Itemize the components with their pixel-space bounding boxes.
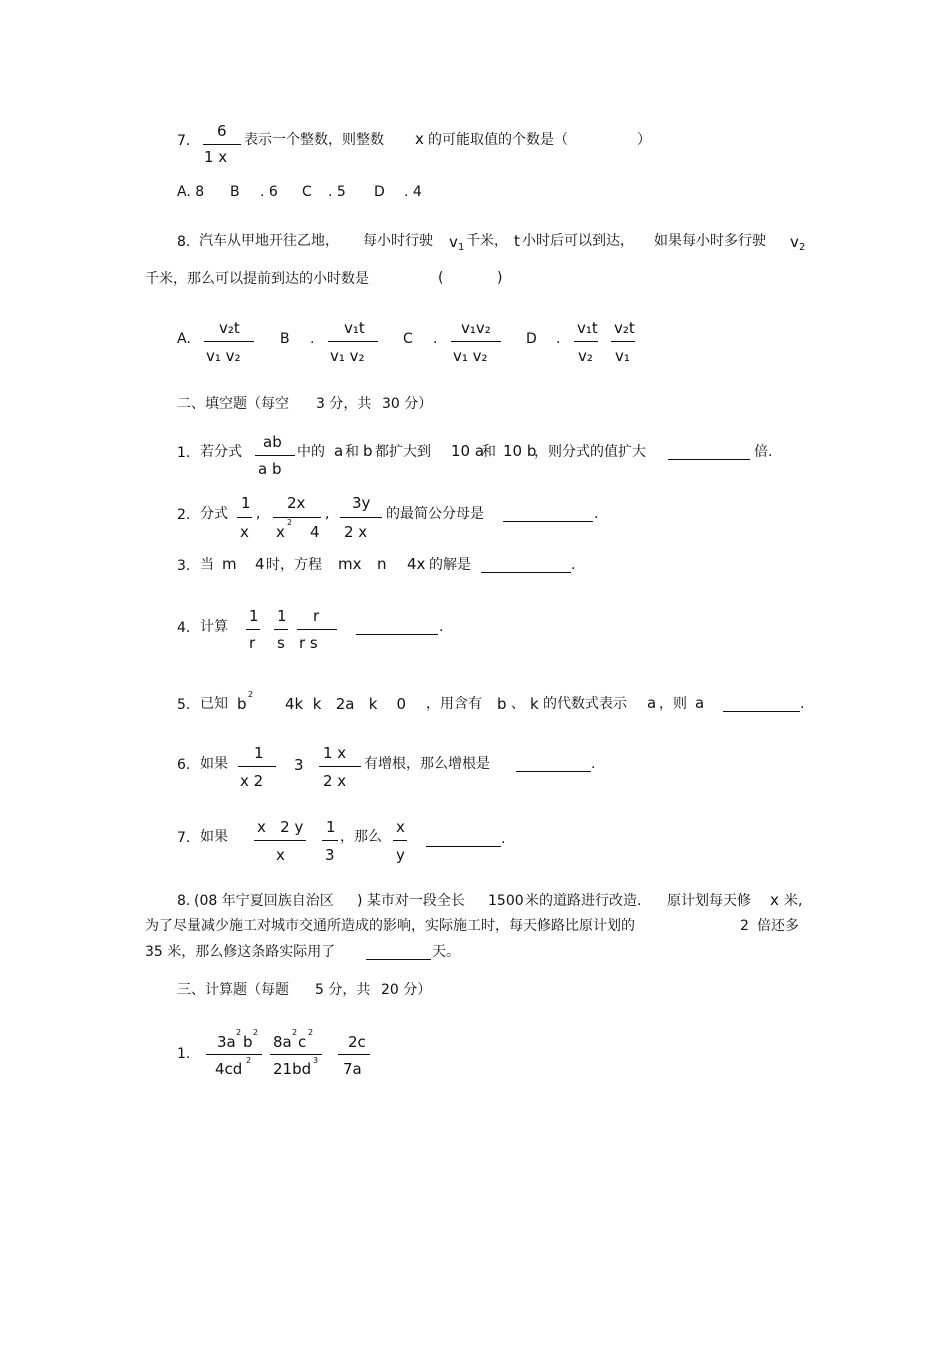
superscript: 2 [287, 518, 293, 527]
fraction-bar [274, 629, 288, 630]
question-text: 计算 [200, 619, 228, 635]
fraction-numerator: v₂t [614, 319, 635, 337]
fraction-denominator: x [276, 523, 285, 541]
question-number: 8. [177, 234, 191, 250]
question-text: 和 [482, 444, 496, 460]
answer-blank[interactable] [356, 634, 438, 635]
paren-close: ) [497, 270, 503, 286]
fraction-bar [611, 341, 635, 342]
fraction-bar [322, 840, 338, 841]
fraction-numerator: 1 x [323, 744, 347, 762]
fraction-bar [319, 766, 361, 767]
option-b-dot: . [310, 331, 315, 347]
question-text: ，则 [659, 696, 687, 712]
question-text: ，则分式的值扩大 [534, 444, 646, 460]
fraction-denominator: 4cd [215, 1060, 243, 1078]
fraction-denominator: 3 [325, 846, 335, 864]
option-a-label: A. [177, 331, 191, 347]
option-d-label: D [374, 184, 385, 200]
fraction-bar [254, 840, 306, 841]
question-number: 1. [177, 445, 191, 461]
fraction-denominator: x [276, 846, 285, 864]
question-text: 千米， [466, 233, 508, 249]
fraction-denominator: v₂ [578, 347, 593, 365]
question-text: 原计划每天修 [667, 893, 751, 909]
variable: a [695, 694, 705, 712]
superscript: 2 [253, 1028, 259, 1037]
question-text: 如果 [200, 756, 228, 772]
question-text: 35 米，那么修这条路实际用了 [145, 944, 336, 960]
fraction-numerator: 1 [277, 607, 287, 625]
fraction-bar [451, 341, 501, 342]
question-number: 8. [177, 893, 191, 909]
variable: b [497, 695, 507, 713]
question-number: 3. [177, 558, 191, 574]
fraction-denominator: 4 [310, 523, 320, 541]
fraction-bar [270, 1054, 322, 1055]
fraction-numerator: v₁v₂ [461, 319, 491, 337]
subscript: 2 [799, 242, 806, 253]
paren-open: ( [438, 270, 444, 286]
separator: 、 [511, 696, 525, 712]
fraction-bar [574, 341, 598, 342]
answer-blank[interactable] [503, 521, 593, 522]
option-b-value: . 6 [260, 184, 278, 200]
number: 2 [740, 918, 749, 934]
fraction-denominator: r [249, 634, 256, 652]
question-text: 的最简公分母是 [386, 506, 484, 522]
section-total: 30 分） [382, 396, 433, 412]
question-number: 6. [177, 757, 191, 773]
question-end: . [591, 756, 596, 772]
fraction-bar [237, 517, 252, 518]
fraction-bar [246, 629, 260, 630]
fraction-bar [340, 517, 382, 518]
fraction-denominator: v₁ [615, 347, 630, 365]
question-text: 小时后可以到达， [522, 233, 634, 249]
number: 3 [294, 756, 304, 774]
fraction-numerator: 1 [241, 494, 251, 512]
fraction-denominator: y [396, 846, 405, 864]
option-b-label: B [280, 331, 290, 347]
variable-t: t [514, 232, 520, 250]
question-end: . [439, 619, 444, 635]
section-title: 三、计算题（每题 [177, 982, 289, 998]
fraction-numerator: 1 [326, 818, 336, 836]
fraction-numerator: x [396, 818, 405, 836]
answer-blank[interactable] [723, 711, 800, 712]
question-text: 汽车从甲地开往乙地， [199, 233, 339, 249]
fraction-bar [393, 840, 407, 841]
question-number: 7. [177, 830, 191, 846]
variable: x [770, 891, 779, 909]
variable: b [363, 442, 373, 460]
expression: 10 a [451, 442, 485, 460]
variable-v: v [449, 233, 458, 251]
fraction-bar [255, 455, 295, 456]
expression: 10 b [503, 442, 537, 460]
fraction-numerator: c [298, 1033, 307, 1051]
fraction-denominator: 2 x [323, 772, 347, 790]
question-text: 的可能取值的个数是（ [428, 132, 568, 148]
option-c-label: C [302, 184, 312, 200]
fraction-numerator: b [243, 1033, 253, 1051]
fraction-numerator: v₁t [577, 319, 598, 337]
question-text: 和 [345, 444, 359, 460]
question-text: 倍还多 [757, 918, 799, 934]
fraction-bar [238, 766, 276, 767]
question-text: 每小时行驶 [363, 233, 433, 249]
superscript: 2 [248, 690, 254, 699]
superscript: 2 [308, 1028, 314, 1037]
fraction-numerator: v₂t [219, 319, 240, 337]
question-end: . [594, 506, 599, 522]
question-text: 中的 [297, 444, 325, 460]
variable: k [530, 695, 539, 713]
question-text: 都扩大到 [375, 444, 431, 460]
option-c-label: C [403, 331, 413, 347]
question-text: 已知 [200, 696, 228, 712]
superscript: 3 [313, 1056, 319, 1065]
question-text: 天。 [432, 944, 460, 960]
question-text: 的代数式表示 [543, 696, 627, 712]
fraction-denominator: v₁ v₂ [206, 347, 241, 365]
answer-blank[interactable] [668, 459, 750, 460]
question-end: . [501, 831, 506, 847]
answer-blank[interactable] [366, 959, 431, 960]
fraction-numerator: v₁t [344, 319, 365, 337]
section-points: 3 分，共 [316, 396, 372, 412]
fraction-numerator: 2x [287, 494, 306, 512]
fraction-numerator: 3y [352, 494, 371, 512]
option-c-dot: . [433, 331, 438, 347]
question-text: 的解是 [429, 557, 471, 573]
question-text: 当 [200, 557, 214, 573]
fraction-bar [206, 1054, 262, 1055]
fraction-denominator: x [240, 523, 249, 541]
expression: mx [338, 555, 362, 573]
expression: 4k k 2a k 0 [285, 695, 407, 713]
fraction-numerator: 1 [254, 744, 264, 762]
question-text: ，那么 [340, 829, 382, 845]
question-text: 千米，那么可以提前到达的小时数是 [145, 271, 369, 287]
fraction-numerator: x 2 y [257, 818, 304, 836]
option-d-label: D [526, 331, 537, 347]
variable: n [377, 555, 387, 573]
option-c-value: . 5 [328, 184, 346, 200]
number: 1500 [488, 893, 524, 909]
question-text: 如果每小时多行驶 [654, 233, 766, 249]
section-title: 二、填空题（每空 [177, 396, 289, 412]
question-text: 分式 [200, 506, 228, 522]
variable: m [222, 555, 237, 573]
number: 4 [255, 555, 265, 573]
question-text: 米, [784, 893, 803, 909]
variable: b [237, 695, 247, 713]
fraction-bar [338, 1054, 370, 1055]
fraction-denominator: x 2 [240, 772, 264, 790]
fraction-numerator: 2c [348, 1033, 366, 1051]
fraction-denominator: 7a [343, 1060, 362, 1078]
fraction-bar [297, 629, 337, 630]
fraction-bar [328, 341, 378, 342]
section-total: 20 分） [381, 982, 432, 998]
fraction-numerator: ab [263, 433, 282, 451]
question-number: 1. [177, 1046, 191, 1062]
question-text: 倍. [754, 444, 773, 460]
fraction-denominator: a b [258, 460, 282, 478]
fraction-denominator: v₁ v₂ [453, 347, 488, 365]
fraction-numerator: 3a [217, 1033, 236, 1051]
fraction-numerator: 1 [249, 607, 259, 625]
option-b-label: B [230, 184, 240, 200]
answer-blank[interactable] [516, 771, 591, 772]
fraction-bar [204, 341, 254, 342]
variable: x [415, 130, 424, 148]
fraction-denominator: s [277, 634, 285, 652]
fraction-denominator: 1 x [204, 148, 228, 166]
question-text: 为了尽量减少施工对城市交通所造成的影响，实际施工时，每天修路比原计划的 [145, 918, 635, 934]
answer-blank[interactable] [481, 572, 571, 573]
superscript: 2 [246, 1056, 252, 1065]
superscript: 2 [292, 1028, 298, 1037]
question-text: 时，方程 [266, 557, 322, 573]
fraction-bar [203, 144, 241, 145]
subscript: 1 [458, 242, 465, 253]
question-end: . [571, 557, 576, 573]
question-number: 2. [177, 507, 191, 523]
separator: , [256, 506, 261, 522]
variable-v: v [790, 233, 799, 251]
fraction-numerator: 8a [273, 1033, 292, 1051]
question-text: ，用含有 [426, 696, 482, 712]
question-text: 米的道路进行改造. [525, 893, 642, 909]
question-number: 7. [177, 133, 191, 149]
option-a: A. 8 [177, 184, 205, 200]
fraction-denominator: 2 x [344, 523, 368, 541]
separator: , [325, 506, 330, 522]
fraction-numerator: r [313, 607, 320, 625]
question-text: 有增根，那么增根是 [364, 756, 490, 772]
question-text: 若分式 [200, 444, 242, 460]
fraction-numerator: 6 [217, 122, 227, 140]
fraction-bar [273, 517, 321, 518]
variable: a [334, 442, 344, 460]
option-d-value: . 4 [404, 184, 422, 200]
question-text: (08 年宁夏回族自治区 [194, 893, 334, 909]
question-text: 表示一个整数，则整数 [244, 132, 384, 148]
paren-close: ） [637, 132, 651, 148]
question-end: . [800, 696, 805, 712]
fraction-denominator: r s [299, 634, 318, 652]
expression: 4x [407, 555, 426, 573]
question-number: 5. [177, 697, 191, 713]
variable: a [647, 694, 657, 712]
superscript: 2 [236, 1028, 242, 1037]
answer-blank[interactable] [426, 846, 501, 847]
fraction-denominator: v₁ v₂ [330, 347, 365, 365]
question-text: 如果 [200, 829, 228, 845]
question-text: ) 某市对一段全长 [357, 893, 465, 909]
question-number: 4. [177, 620, 191, 636]
option-d-dot: . [556, 331, 561, 347]
fraction-denominator: 21bd [273, 1060, 312, 1078]
section-points: 5 分，共 [315, 982, 371, 998]
